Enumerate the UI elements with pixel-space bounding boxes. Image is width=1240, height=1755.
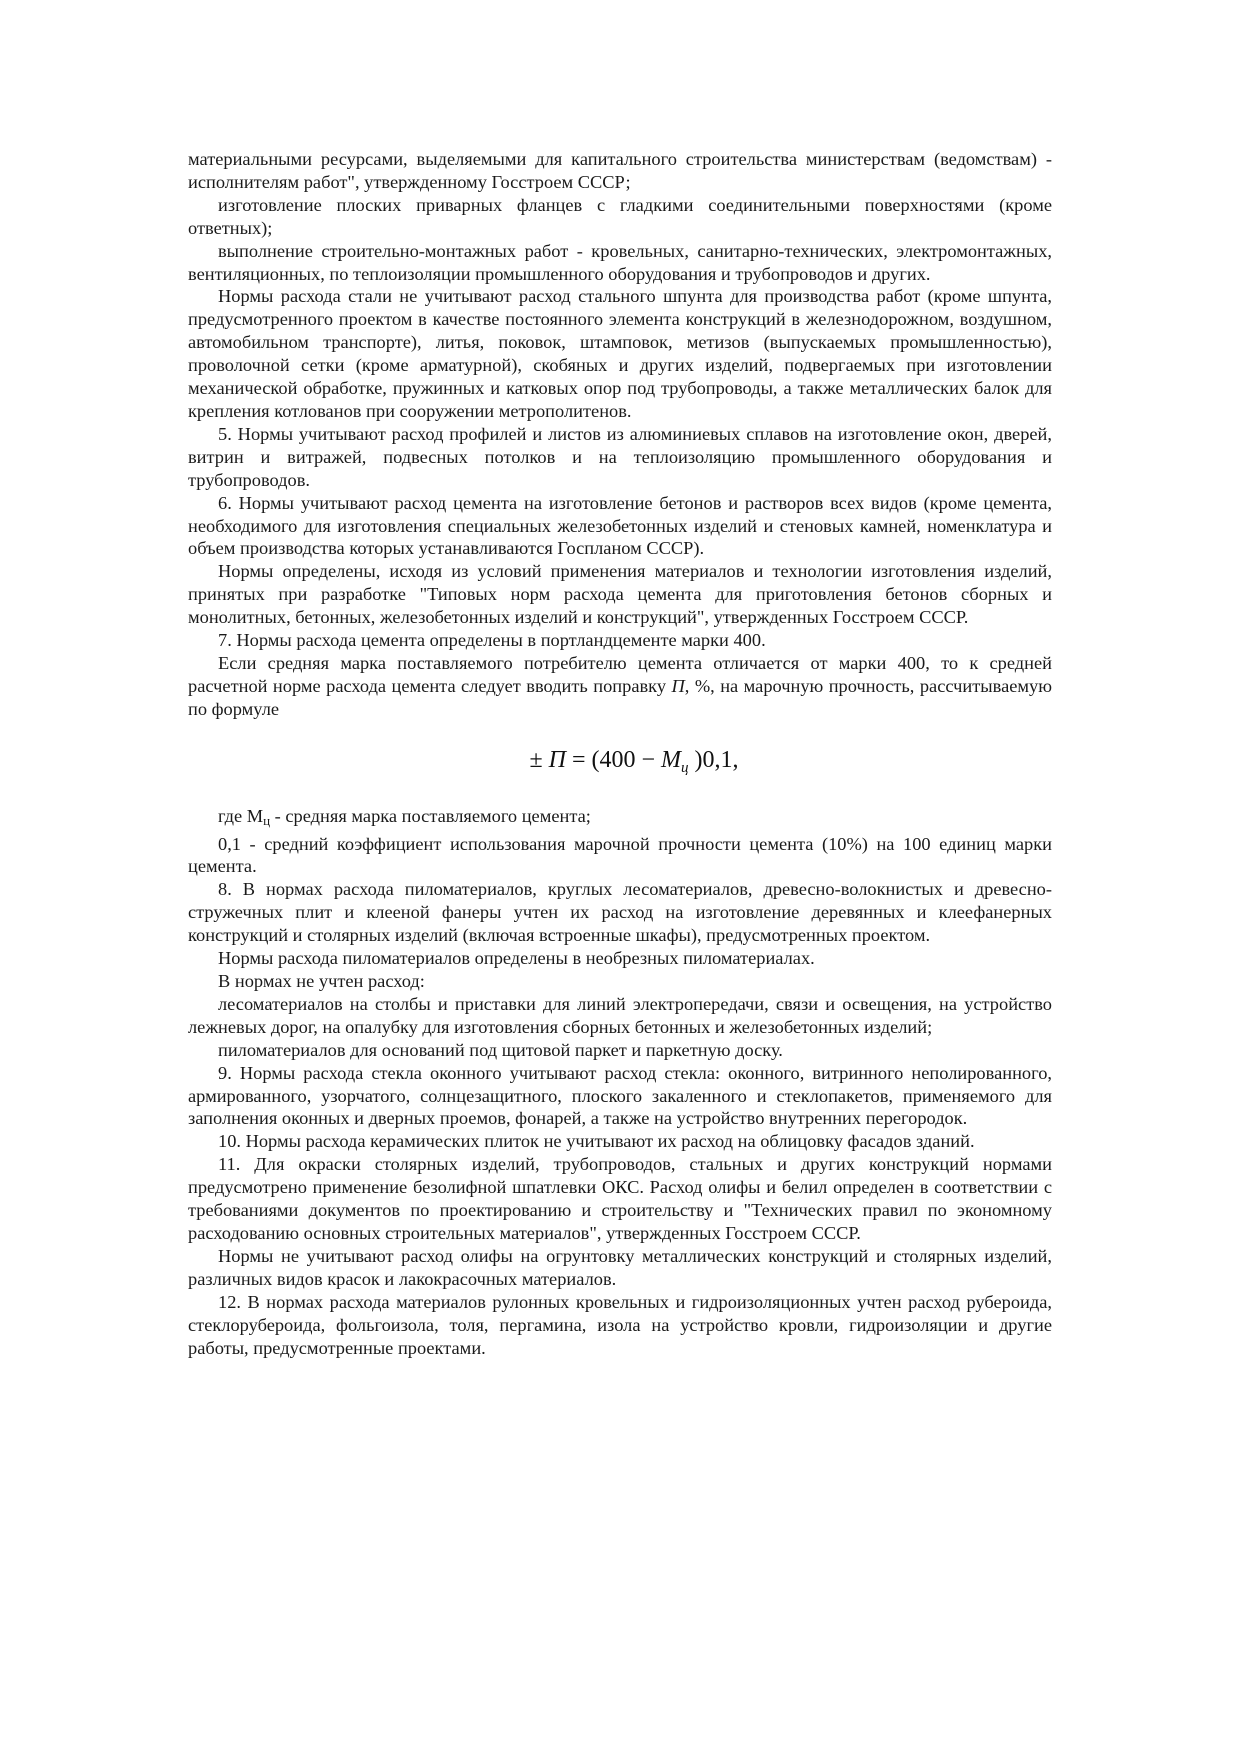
cement-correction-formula (216, 745, 1052, 783)
where-subscript: ц (263, 812, 271, 828)
formula-intro-before: Если средняя марка поставляемого потребителю цемента отличается от марки 400, то к средней расчетной норме расхода цемента следует вводить поправку (188, 652, 1052, 696)
where-suffix: - средняя марка поставляемого цемента; (270, 805, 591, 826)
formula-m: М (661, 746, 682, 773)
document-page (188, 148, 1052, 1359)
paragraph: 10. Нормы расхода керамических плиток не учитывают их расход на облицовку фасадов зданий. (218, 1131, 975, 1152)
paragraph: изготовление плоских приварных фланцев с гладкими соединительными поверхностями (кроме ответных); (188, 194, 1052, 238)
paragraph: В нормах не учтен расход: (218, 971, 425, 991)
formula-lhs: П (548, 746, 566, 773)
paragraph: 8. В нормах расхода пиломатериалов, круглых лесоматериалов, древесно-волокнистых и древесно-стружечных плит и клееной фанеры учтен их расход на изготовление деревянных и клеефанерных конструкций и столярных изделий (включая встроенные шкафы), предусмотренных проектом. (188, 879, 1052, 946)
paragraph: 0,1 - средний коэффициент использования марочной прочности цемента (10%) на 100 единиц марки цемента. (188, 833, 1052, 877)
paragraph: лесоматериалов на столбы и приставки для линий электропередачи, связи и освещения, на устройство лежневых дорог, на опалубку для изготовления сборных бетонных и железобетонных изделий; (188, 993, 1052, 1037)
paragraphs-bottom (188, 833, 1052, 1360)
formula-intro-after: , %, на марочную прочность, рассчитываемую по формуле (188, 675, 1052, 719)
paragraph: 7. Нормы расхода цемента определены в портландцементе марки 400. (218, 630, 766, 651)
paragraphs-top (188, 148, 1052, 652)
where-prefix: где М (218, 805, 264, 826)
paragraph: Нормы расхода пиломатериалов определены в необрезных пиломатериалах. (218, 948, 815, 969)
formula-plus-minus: ± (529, 746, 549, 773)
paragraph: 6. Нормы учитывают расход цемента на изготовление бетонов и растворов всех видов (кроме цемента, необходимого для изготовления специальных железобетонных изделий и стеновых камней, номенклатура и объем производства которых устанавливаются Госпланом СССР). (188, 492, 1052, 559)
where-line (188, 805, 1052, 833)
paragraph: выполнение строительно-монтажных работ - кровельных, санитарно-технических, электромонтажных, вентиляционных, по теплоизоляции промышленного оборудования и трубопроводов и других. (188, 240, 1052, 284)
paragraph: 5. Нормы учитывают расход профилей и листов из алюминиевых сплавов на изготовление окон, дверей, витрин и витражей, подвесных потолков и на теплоизоляцию промышленного оборудования и трубопроводов. (188, 423, 1052, 490)
paragraph: 9. Нормы расхода стекла оконного учитывают расход стекла: оконного, витринного неполированного, армированного, узорчатого, солнцезащитного, плоского закаленного и стеклопакетов, применяемого для заполнения оконных и дверных проемов, фонарей, а также на устройство внутренних перегородок. (188, 1062, 1052, 1129)
paragraph: Нормы не учитывают расход олифы на огрунтовку металлических конструкций и столярных изделий, различных видов красок и лакокрасочных материалов. (188, 1245, 1052, 1289)
formula-tail: )0,1, (688, 746, 739, 773)
paragraph: пиломатериалов для оснований под щитовой паркет и паркетную доску. (218, 1039, 783, 1060)
formula-intro-variable: П (671, 675, 685, 696)
formula-subscript: ц (681, 759, 689, 776)
paragraph: материальными ресурсами, выделяемыми для капитального строительства министерствам (ведомствам) - исполнителям работ", утвержденному Госстроем СССР; (188, 149, 1052, 192)
paragraph: Нормы расхода стали не учитывают расход стального шпунта для производства работ (кроме шпунта, предусмотренного проектом в качестве постоянного элемента конструкций в железнодорожном, воздушном, автомобильном транспорте), литья, поковок, штамповок, метизов (выпускаемых промышленностью), проволочной сетки (кроме арматурной), скобяных и других изделий, подвергаемых при изготовлении механической обработке, пружинных и катковых опор под трубопроводы, а также металлических балок для крепления котлованов при сооружении метрополитенов. (188, 286, 1052, 421)
paragraph: 11. Для окраски столярных изделий, трубопроводов, стальных и других конструкций нормами предусмотрено применение безолифной шпатлевки ОКС. Расход олифы и белил определен в соответствии с требованиями документов по проектированию и строительству и "Технических правил по экономному расходованию основных строительных материалов", утвержденных Госстроем СССР. (188, 1154, 1052, 1243)
paragraph: Нормы определены, исходя из условий применения материалов и технологии изготовления изделий, принятых при разработке "Типовых норм расхода цемента для приготовления бетонов сборных и монолитных, бетонных, железобетонных изделий и конструкций", утвержденных Госстроем СССР. (188, 561, 1052, 628)
formula-equals: = (400 − (565, 746, 662, 773)
formula-intro-paragraph (188, 652, 1052, 721)
paragraph: 12. В нормах расхода материалов рулонных кровельных и гидроизоляционных учтен расход рубероида, стеклорубероида, фольгоизола, толя, пергамина, изола на устройство кровли, гидроизоляции и другие работы, предусмотренные проектами. (188, 1291, 1052, 1358)
